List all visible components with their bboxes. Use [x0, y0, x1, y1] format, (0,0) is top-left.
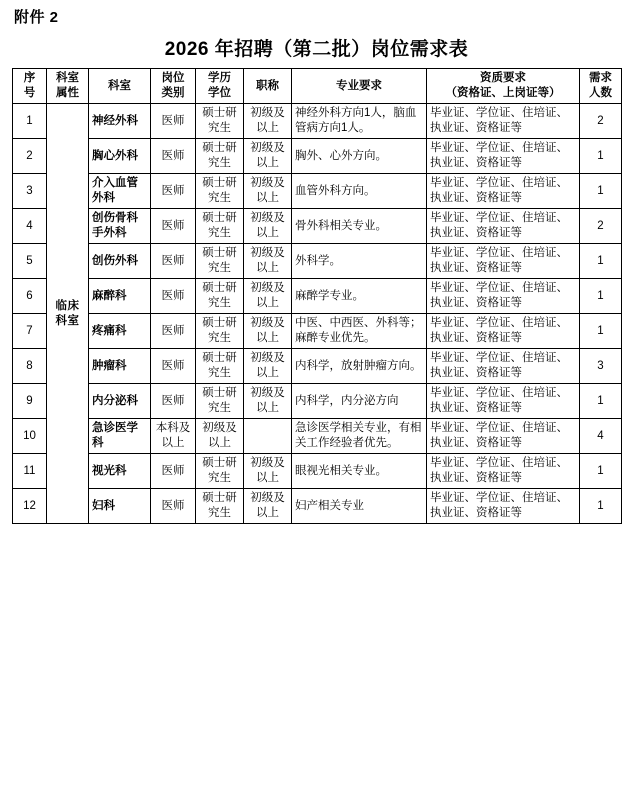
cell-count: 1 — [580, 384, 622, 419]
cell-qualification: 毕业证、学位证、住培证、执业证、资格证等 — [427, 244, 580, 279]
cell-job-title: 初级及以上 — [244, 139, 292, 174]
table-row — [13, 349, 622, 384]
column-header-major: 专业要求 — [292, 69, 427, 104]
cell-count: 2 — [580, 209, 622, 244]
cell-department: 胸心外科 — [89, 139, 151, 174]
cell-department: 疼痛科 — [89, 314, 151, 349]
attachment-label: 附件 2 — [14, 9, 59, 26]
cell-qualification: 毕业证、学位证、住培证、执业证、资格证等 — [427, 419, 580, 454]
table-row — [13, 244, 622, 279]
cell-major: 急诊医学相关专业，有相关工作经验者优先。 — [292, 419, 427, 454]
table-row — [13, 209, 622, 244]
cell-major: 内科学，放射肿瘤方向。 — [292, 349, 427, 384]
cell-major: 骨外科相关专业。 — [292, 209, 427, 244]
table-row — [13, 314, 622, 349]
table-body — [13, 104, 622, 524]
cell-education: 硕士研究生 — [196, 384, 244, 419]
cell-qualification: 毕业证、学位证、住培证、执业证、资格证等 — [427, 314, 580, 349]
cell-job-title: 初级及以上 — [244, 209, 292, 244]
cell-no: 5 — [13, 244, 47, 279]
cell-job-title: 初级及以上 — [244, 244, 292, 279]
cell-department-attribute: 临床 科室 — [47, 104, 89, 524]
cell-post-category: 医师 — [151, 139, 196, 174]
cell-education: 硕士研究生 — [196, 209, 244, 244]
cell-post-category: 医师 — [151, 349, 196, 384]
table-row — [13, 419, 622, 454]
cell-count: 1 — [580, 489, 622, 524]
cell-major: 胸外、心外方向。 — [292, 139, 427, 174]
cell-job-title: 初级及以上 — [244, 174, 292, 209]
cell-major: 内科学，内分泌方向 — [292, 384, 427, 419]
cell-no: 8 — [13, 349, 47, 384]
cell-department: 介入血管外科 — [89, 174, 151, 209]
cell-post-category: 医师 — [151, 244, 196, 279]
cell-job-title — [244, 419, 292, 454]
cell-major: 中医、中西医、外科等；麻醉专业优先。 — [292, 314, 427, 349]
cell-no: 1 — [13, 104, 47, 139]
cell-post-category: 医师 — [151, 104, 196, 139]
cell-qualification: 毕业证、学位证、住培证、执业证、资格证等 — [427, 384, 580, 419]
cell-major: 眼视光相关专业。 — [292, 454, 427, 489]
cell-major: 血管外科方向。 — [292, 174, 427, 209]
cell-qualification: 毕业证、学位证、住培证、执业证、资格证等 — [427, 174, 580, 209]
cell-education: 硕士研究生 — [196, 349, 244, 384]
cell-post-category: 医师 — [151, 209, 196, 244]
cell-count: 1 — [580, 279, 622, 314]
cell-post-category: 医师 — [151, 489, 196, 524]
cell-department: 麻醉科 — [89, 279, 151, 314]
cell-department: 内分泌科 — [89, 384, 151, 419]
table-header-row — [13, 69, 622, 104]
column-header-department: 科室 — [89, 69, 151, 104]
cell-education: 硕士研究生 — [196, 489, 244, 524]
cell-education: 硕士研究生 — [196, 454, 244, 489]
cell-job-title: 初级及以上 — [244, 314, 292, 349]
cell-qualification: 毕业证、学位证、住培证、执业证、资格证等 — [427, 104, 580, 139]
table-row — [13, 174, 622, 209]
cell-major: 麻醉学专业。 — [292, 279, 427, 314]
cell-major: 神经外科方向1人，脑血管病方向1人。 — [292, 104, 427, 139]
table-row — [13, 139, 622, 174]
cell-department: 神经外科 — [89, 104, 151, 139]
cell-major: 外科学。 — [292, 244, 427, 279]
cell-qualification: 毕业证、学位证、住培证、执业证、资格证等 — [427, 209, 580, 244]
cell-no: 11 — [13, 454, 47, 489]
cell-education: 硕士研究生 — [196, 279, 244, 314]
cell-count: 2 — [580, 104, 622, 139]
cell-post-category: 医师 — [151, 174, 196, 209]
cell-no: 12 — [13, 489, 47, 524]
cell-no: 3 — [13, 174, 47, 209]
table-row — [13, 489, 622, 524]
cell-department: 急诊医学科 — [89, 419, 151, 454]
cell-post-category: 医师 — [151, 314, 196, 349]
cell-education: 硕士研究生 — [196, 174, 244, 209]
cell-no: 4 — [13, 209, 47, 244]
column-header-education: 学历 学位 — [196, 69, 244, 104]
cell-education: 硕士研究生 — [196, 244, 244, 279]
cell-job-title: 初级及以上 — [244, 384, 292, 419]
cell-no: 6 — [13, 279, 47, 314]
cell-job-title: 初级及以上 — [244, 454, 292, 489]
cell-no: 2 — [13, 139, 47, 174]
cell-job-title: 初级及以上 — [244, 279, 292, 314]
cell-count: 4 — [580, 419, 622, 454]
cell-count: 1 — [580, 174, 622, 209]
cell-department: 肿瘤科 — [89, 349, 151, 384]
cell-education: 硕士研究生 — [196, 104, 244, 139]
cell-count: 3 — [580, 349, 622, 384]
cell-education: 硕士研究生 — [196, 314, 244, 349]
cell-post-category: 医师 — [151, 384, 196, 419]
table-row — [13, 454, 622, 489]
cell-qualification: 毕业证、学位证、住培证、执业证、资格证等 — [427, 139, 580, 174]
cell-qualification: 毕业证、学位证、住培证、执业证、资格证等 — [427, 349, 580, 384]
column-header-job-title: 职称 — [244, 69, 292, 104]
cell-department: 视光科 — [89, 454, 151, 489]
cell-count: 1 — [580, 244, 622, 279]
table-row — [13, 104, 622, 139]
cell-count: 1 — [580, 454, 622, 489]
cell-no: 7 — [13, 314, 47, 349]
cell-education: 硕士研究生 — [196, 139, 244, 174]
cell-post-category: 医师 — [151, 279, 196, 314]
column-header-qualification: 资质要求 （资格证、上岗证等） — [427, 69, 580, 104]
recruitment-requirements-table — [12, 68, 622, 524]
table-row — [13, 279, 622, 314]
cell-department: 妇科 — [89, 489, 151, 524]
cell-education: 初级及以上 — [196, 419, 244, 454]
cell-job-title: 初级及以上 — [244, 489, 292, 524]
cell-no: 9 — [13, 384, 47, 419]
cell-major: 妇产相关专业 — [292, 489, 427, 524]
cell-qualification: 毕业证、学位证、住培证、执业证、资格证等 — [427, 279, 580, 314]
page-title: 2026 年招聘（第二批）岗位需求表 — [164, 39, 469, 60]
table-row — [13, 384, 622, 419]
cell-count: 1 — [580, 314, 622, 349]
cell-job-title: 初级及以上 — [244, 349, 292, 384]
column-header-count: 需求 人数 — [580, 69, 622, 104]
column-header-attribute: 科室 属性 — [47, 69, 89, 104]
column-header-post-category: 岗位 类别 — [151, 69, 196, 104]
cell-department: 创伤外科 — [89, 244, 151, 279]
cell-post-category: 医师 — [151, 454, 196, 489]
cell-count: 1 — [580, 139, 622, 174]
cell-department: 创伤骨科手外科 — [89, 209, 151, 244]
cell-post-category: 本科及以上 — [151, 419, 196, 454]
cell-no: 10 — [13, 419, 47, 454]
cell-qualification: 毕业证、学位证、住培证、执业证、资格证等 — [427, 489, 580, 524]
cell-job-title: 初级及以上 — [244, 104, 292, 139]
cell-qualification: 毕业证、学位证、住培证、执业证、资格证等 — [427, 454, 580, 489]
column-header-no: 序 号 — [13, 69, 47, 104]
